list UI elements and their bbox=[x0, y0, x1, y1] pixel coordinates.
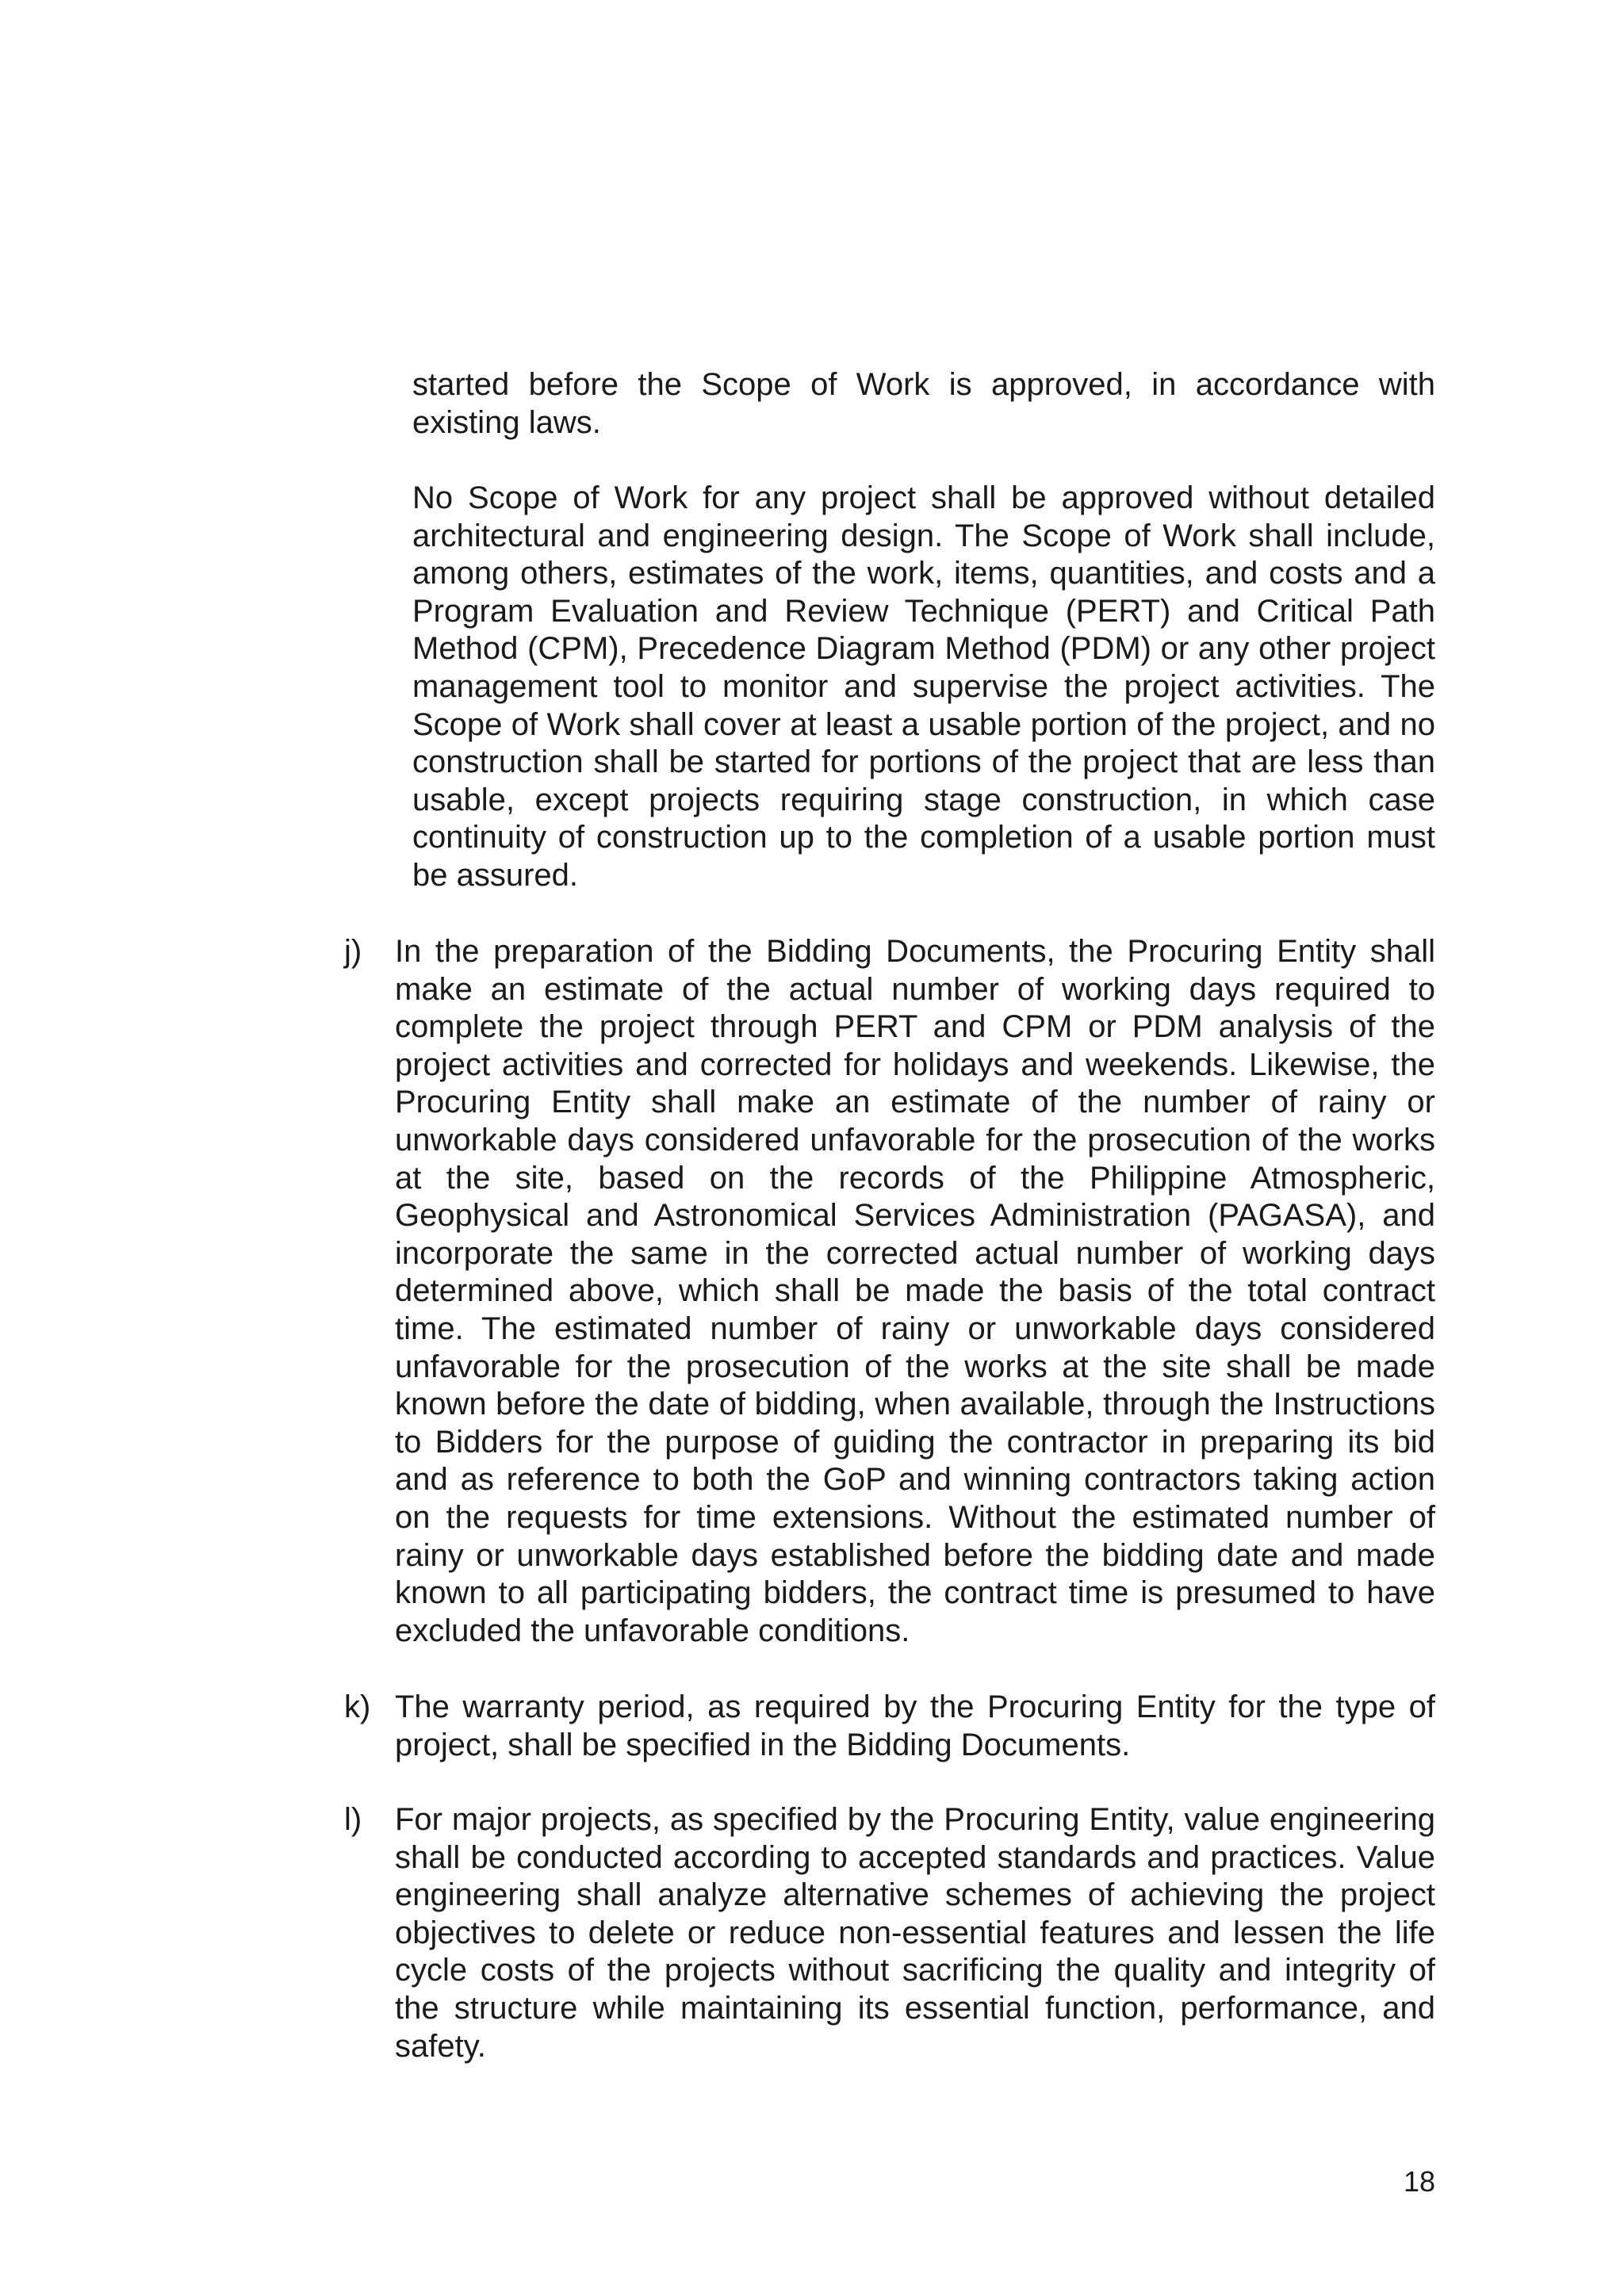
list-marker-k: k) bbox=[344, 1689, 371, 1724]
continuation-paragraph-1: started before the Scope of Work is approved, in accordance with existing laws. bbox=[412, 367, 1435, 440]
list-item-j-text: In the preparation of the Bidding Documents, the Procuring Entity shall make an estimate of the actual number of working days required to complete the project through PERT and CPM or PDM analysis of the project activities and corrected for holidays and weekends. Likewise, the Procuring Entity shall make an estimate of the number of rainy or unworkable days considered unfavorable for the prosecution of the works at the site, based on the records of the Philippine Atmospheric, Geophysical and Astronomical Services Administration (PAGASA), and incorporate the same in the corrected actual number of working days determined above, which shall be made the basis of the total contract time. The estimated number of rainy or unworkable days considered unfavorable for the prosecution of the works at the site shall be made known before the date of bidding, when available, through the Instructions to Bidders for the purpose of guiding the contractor in preparing its bid and as reference to both the GoP and winning contractors taking action on the requests for time extensions. Without the estimated number of rainy or unworkable days established before the bidding date and made known to all participating bidders, the contract time is presumed to have excluded the unfavorable conditions. bbox=[395, 934, 1435, 1648]
list-marker-j: j) bbox=[344, 934, 362, 969]
page-number: 18 bbox=[1403, 2165, 1435, 2198]
list-item-l-text: For major projects, as specified by the Procuring Entity, value engineering shall be conducted according to accepted standards and practices. Value engineering shall analyze alternative schemes of achieving the project objectives to delete or reduce non-essential features and lessen the life cycle costs of the projects without sacrificing the quality and integrity of the structure while maintaining its essential function, performance, and safety. bbox=[395, 1802, 1435, 2064]
list-item-k-text: The warranty period, as required by the Procuring Entity for the type of project, shall be specified in the Bidding Documents. bbox=[395, 1689, 1435, 1762]
continuation-paragraph-2: No Scope of Work for any project shall be approved without detailed architectural and engineering design. The Scope of Work shall include, among others, estimates of the work, items, quantities, and costs and a Program Evaluation and Review Technique (PERT) and Critical Path Method (CPM), Precedence Diagram Method (PDM) or any other project management tool to monitor and supervise the project activities. The Scope of Work shall cover at least a usable portion of the project, and no construction shall be started for portions of the project that are less than usable, except projects requiring stage construction, in which case continuity of construction up to the completion of a usable portion must be assured. bbox=[412, 480, 1435, 893]
list-marker-l: l) bbox=[344, 1802, 362, 1837]
